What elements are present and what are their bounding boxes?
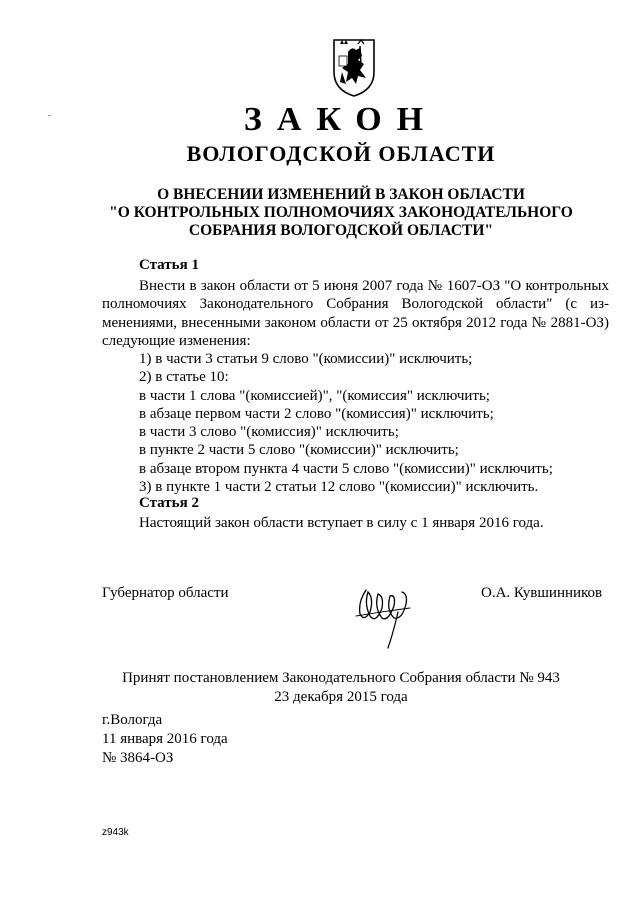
scan-mark bbox=[48, 115, 51, 116]
subtitle-line: О ВНЕСЕНИИ ИЗМЕНЕНИЙ В ЗАКОН ОБЛАСТИ bbox=[157, 186, 525, 203]
governor-position: Губернатор области bbox=[102, 585, 229, 601]
article-1-heading: Статья 1 bbox=[139, 257, 199, 273]
region-title: ВОЛОГОДСКОЙ ОБЛАСТИ bbox=[186, 141, 496, 166]
list-item: 3) в пункте 1 части 2 статьи 12 слово "(комиссии)" исключить. bbox=[139, 479, 539, 496]
law-title: ЗАКОН bbox=[243, 101, 439, 138]
article-2-heading: Статья 2 bbox=[139, 495, 199, 511]
coat-of-arms-icon bbox=[330, 36, 378, 98]
article-2-text: Настоящий закон области вступает в силу с 1 января 2016 года. bbox=[139, 515, 544, 531]
list-item: в абзаце первом части 2 слово "(комиссия)" исключить; bbox=[139, 405, 494, 422]
signing-date: 11 января 2016 года bbox=[102, 731, 228, 747]
list-item: в части 3 слово "(комиссия)" исключить; bbox=[139, 424, 399, 441]
city: г.Вологда bbox=[102, 712, 163, 728]
law-subtitle bbox=[0, 186, 640, 240]
list-item: 2) в статье 10: bbox=[139, 369, 229, 386]
list-item: в части 1 слова "(комиссией)", "(комиссия" исключить; bbox=[139, 387, 490, 404]
subtitle-line: СОБРАНИЯ ВОЛОГОДСКОЙ ОБЛАСТИ" bbox=[188, 222, 494, 239]
list-item: 1) в части 3 статьи 9 слово "(комиссии)" исключить; bbox=[139, 351, 473, 367]
list-item: в пункте 2 части 5 слово "(комиссии)" исключить; bbox=[139, 442, 459, 459]
adoption-note bbox=[0, 669, 640, 706]
place-and-date bbox=[102, 711, 228, 768]
adoption-date: 23 декабря 2015 года bbox=[274, 688, 408, 705]
adoption-line: Принят постановлением Законодательного Собрания области № 943 bbox=[122, 670, 560, 686]
document-code: z943k bbox=[102, 827, 129, 838]
subtitle-line: "О КОНТРОЛЬНЫХ ПОЛНОМОЧИЯХ ЗАКОНОДАТЕЛЬНОГО bbox=[109, 204, 573, 221]
article-1-items bbox=[139, 350, 609, 496]
law-number: № 3864-ОЗ bbox=[102, 750, 174, 766]
list-item: в абзаце втором пункта 4 части 5 слово "(комиссии)" исключить; bbox=[139, 460, 553, 477]
article-1-intro: Внести в закон области от 5 июня 2007 года № 1607-ОЗ "О контрольных полномочиях Законодательного Собрания Вологодской области" (с изменениями, внесенными законом области от 25 октября 2012 года № 2881-ОЗ) следующие изменения: bbox=[102, 278, 609, 349]
governor-name: О.А. Кувшинников bbox=[481, 585, 603, 601]
signature-icon bbox=[352, 582, 414, 654]
